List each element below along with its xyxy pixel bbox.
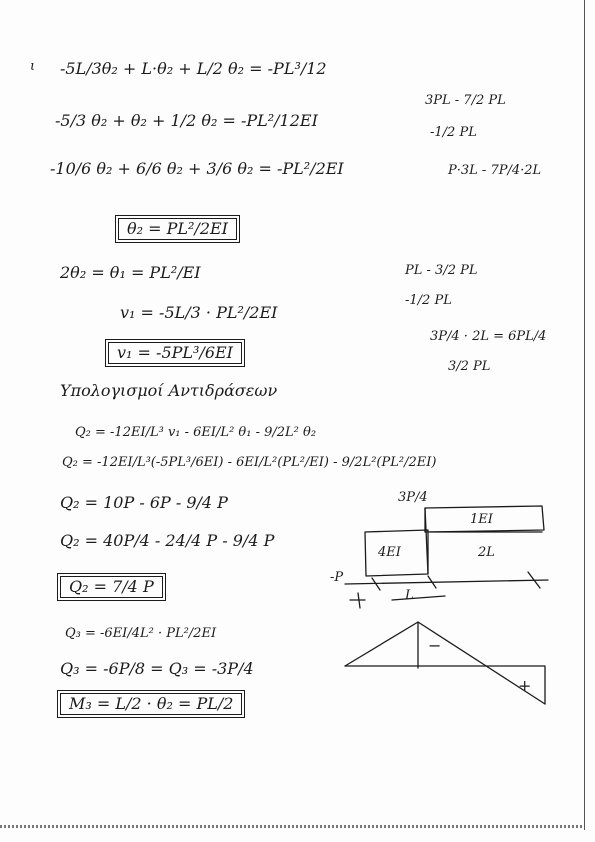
diagram-top-label: 3P/4 (398, 490, 428, 505)
minus-region-sign: − (428, 636, 442, 655)
equation-q2-simplified: Q₂ = 10P - 6P - 9/4 P (60, 493, 228, 512)
equation-line-2: -5/3 θ₂ + θ₂ + 1/2 θ₂ = -PL²/12EI (55, 111, 318, 130)
length-dimension (392, 596, 445, 600)
side-note-5: -1/2 PL (405, 293, 452, 308)
equation-q3: Q₃ = -6EI/4L² · PL²/2EI (65, 626, 217, 641)
result-theta2: θ₂ = PL²/2EI (118, 218, 237, 240)
length-label: L (405, 588, 414, 603)
result-v1: v₁ = -5PL³/6EI (108, 342, 242, 364)
load-arrow (350, 593, 365, 608)
load-label: -P (330, 570, 344, 585)
span-label: 2L (478, 545, 495, 560)
section-heading: Υπολογισμοί Αντιδράσεων (60, 381, 278, 400)
result-q2: Q₂ = 7/4 P (60, 576, 163, 598)
equation-line-3: -10/6 θ₂ + 6/6 θ₂ + 3/6 θ₂ = -PL²/2EI (50, 159, 344, 178)
side-note-2: -1/2 PL (430, 125, 477, 140)
side-note-6: 3P/4 · 2L = 6PL/4 (430, 329, 547, 344)
upper-box-label: 1EI (470, 512, 493, 527)
equation-q2-substituted: Q₂ = -12EI/L³(-5PL³/6EI) - 6EI/L²(PL²/EI) - 9/2L²(PL²/2EI) (62, 455, 437, 470)
equation-q2-common-denominator: Q₂ = 40P/4 - 24/4 P - 9/4 P (60, 531, 275, 550)
equation-line-1: -5L/3θ₂ + L·θ₂ + L/2 θ₂ = -PL³/12 (60, 59, 327, 78)
plus-region-sign: + (518, 676, 532, 695)
result-q3: Q₃ = -6P/8 = Q₃ = -3P/4 (60, 659, 254, 678)
result-m3: M₃ = L/2 · θ₂ = PL/2 (60, 693, 242, 715)
equation-v1: v₁ = -5L/3 · PL²/2EI (120, 303, 278, 322)
side-note-4: PL - 3/2 PL (405, 263, 478, 278)
moment-diagram-outline (345, 622, 545, 704)
side-note-1: 3PL - 7/2 PL (425, 93, 506, 108)
stray-mark: ι (30, 59, 36, 74)
result-theta1: 2θ₂ = θ₁ = PL²/EI (60, 263, 201, 282)
lower-box-label: 4EI (378, 545, 401, 560)
side-note-7: 3/2 PL (448, 359, 491, 374)
side-note-3: P·3L - 7P/4·2L (448, 163, 542, 178)
equation-q2-general: Q₂ = -12EI/L³ v₁ - 6EI/L² θ₁ - 9/2L² θ₂ (75, 425, 317, 440)
